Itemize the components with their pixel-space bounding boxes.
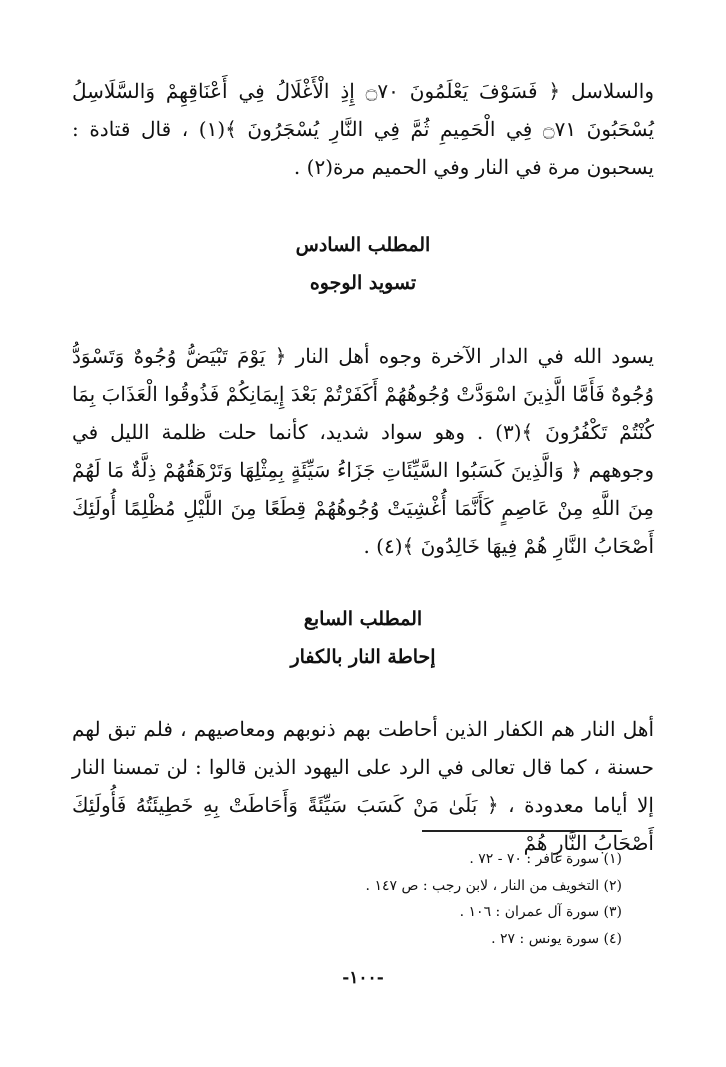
footnote-1: (١) سورة غافر : ٧٠ - ٧٢ . xyxy=(469,851,622,867)
footnote-divider xyxy=(422,830,622,832)
footnote-3: (٣) سورة آل عمران : ١٠٦ . xyxy=(459,904,622,920)
section-six-heading: المطلب السادس xyxy=(295,234,431,256)
section-seven-subheading: إحاطة النار بالكفار xyxy=(290,646,436,668)
footnote-4: (٤) سورة يونس : ٢٧ . xyxy=(491,930,622,947)
section-seven-paragraph xyxy=(72,710,654,862)
footnotes xyxy=(72,846,622,952)
opening-paragraph xyxy=(72,72,654,186)
footnote-2: (٢) التخويف من النار ، لابن رجب : ص ١٤٧ . xyxy=(365,877,622,894)
section-seven-text: أهل النار هم الكفار الذين أحاطت بهم ذنوبهم ومعاصيهم ، فلم تبق لهم حسنة ، كما قال تعالى في الرد على اليهود الذين قالوا : لن تمسنا النار إلا أياما معدودة ، ﴿ بَلَىٰ مَنْ كَسَبَ سَيِّئَةً وَأَحَاطَتْ بِهِ خَطِيئَتُهُ فَأُولَئِكَ أَصْحَابُ النَّارِ هُمْ xyxy=(72,717,654,855)
section-six-text: يسود الله في الدار الآخرة وجوه أهل النار ﴿ يَوْمَ تَبْيَضُّ وُجُوهٌ وَتَسْوَدُّ وُجُوهٌ فَأَمَّا الَّذِينَ اسْوَدَّتْ وُجُوهُهُمْ أَكَفَرْتُمْ بَعْدَ إِيمَانِكُمْ فَذُوقُوا الْعَذَابَ بِمَا كُنْتُمْ تَكْفُرُونَ ﴾(٣) . وهو سواد شديد، كأنما حلت ظلمة الليل في وجوههم ﴿ وَالَّذِينَ كَسَبُوا السَّيِّئَاتِ جَزَاءُ سَيِّئَةٍ بِمِثْلِهَا وَتَرْهَقُهُمْ ذِلَّةٌ مَا لَهُمْ مِنَ اللَّهِ مِنْ عَاصِمٍ كَأَنَّمَا أُغْشِيَتْ وُجُوهُهُمْ قِطَعًا مِنَ اللَّيْلِ مُظْلِمًا أُولَئِكَ أَصْحَابُ النَّارِ هُمْ فِيهَا خَالِدُونَ ﴾(٤) . xyxy=(72,344,655,558)
section-seven-heading: المطلب السابع xyxy=(303,608,423,630)
section-six-subheading: تسويد الوجوه xyxy=(309,272,417,294)
opening-paragraph-text: والسلاسل ﴿ فَسَوْفَ يَعْلَمُونَ ۝٧٠ إِذِ الْأَغْلَالُ فِي أَعْنَاقِهِمْ وَالسَّلَاسِلُ يُسْحَبُونَ ۝٧١ فِي الْحَمِيمِ ثُمَّ فِي النَّارِ يُسْجَرُونَ ﴾(١) ، قال قتادة : يسحبون مرة في النار وفي الحميم مرة(٢) . xyxy=(72,79,655,179)
section-six-paragraph xyxy=(72,337,654,565)
page-number: -١٠٠- xyxy=(342,968,384,988)
